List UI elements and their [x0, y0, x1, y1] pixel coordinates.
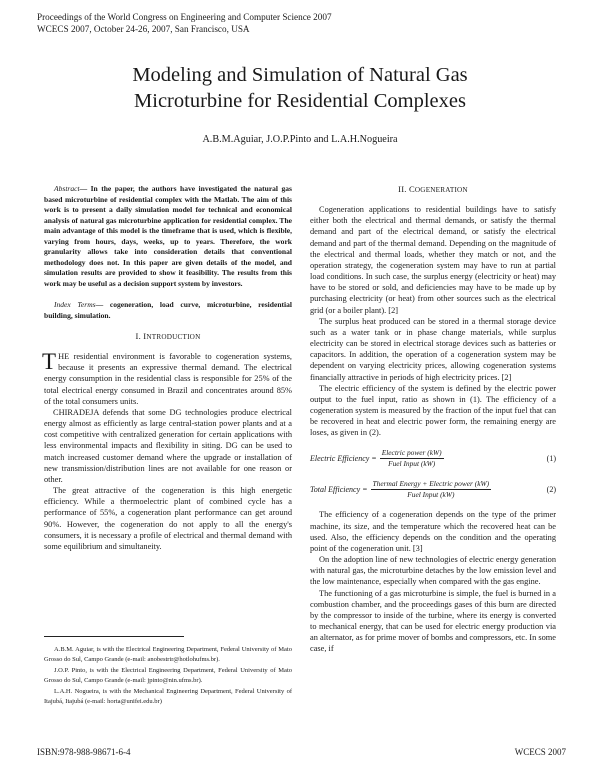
title-line-2: Microturbine for Residential Complexes	[134, 90, 466, 112]
footnote-divider	[44, 636, 184, 637]
left-column	[44, 184, 292, 552]
title-line-1: Modeling and Simulation of Natural Gas	[132, 64, 468, 86]
equation-2-denominator: Fuel Input (kW)	[407, 489, 455, 499]
header-line-2: WCECS 2007, October 24-26, 2007, San Francisco, USA	[37, 24, 250, 35]
equation-2-fraction	[371, 479, 492, 500]
section-heading-introduction: I. INTRODUCTION	[135, 331, 201, 341]
equation-2	[310, 478, 556, 500]
cogen-paragraph-2: The surplus heat produced can be stored in a thermal storage device such as a water tank or in phase change materials, while surplus electricity can be stored in electrical storage devices such as batteries or capacitors. In addition, the operation of a cogeneration system may be dependent on varying electricity prices, allowing cogeneration systems financially attractive in periods of high electricity prices. [2]	[310, 316, 556, 382]
equation-2-lhs: Total Efficiency =	[310, 484, 368, 494]
paper-title	[0, 62, 600, 114]
abstract-label: Abstract	[54, 184, 80, 193]
equation-2-numerator: Thermal Energy + Electric power (kW)	[372, 478, 490, 488]
intro-paragraph-2: CHIRADEJA defends that some DG technologies produce electrical energy almost as efficiently as large central-station power plants and at a cost competitive with centralized generation for certain applications with less environmental impacts and flexibility in siting. DG can be used to match increased customer demand where the upgrade or installation of new transmission/distribution lines are not available for one reason or other.	[44, 407, 292, 484]
proceedings-header	[37, 11, 332, 35]
intro-paragraph-1: THE residential environment is favorable to cogeneration systems, because it presents an expressive thermal demand. The electrical energy consumption in the residential class is responsible for 25% of the total electrical energy consumed in Brazil and concentrates around 85% of the total consumers units.	[42, 349, 292, 406]
footer-isbn: ISBN:978-988-98671-6-4	[37, 747, 131, 757]
equation-1-fraction	[380, 448, 444, 469]
cogen-paragraph-6: The functioning of a gas microturbine is simple, the fuel is burned in a combustion chamber, and the proceedings gases of this burn are directed by the compressor to inside of the turbine, where its energy is converted to mechanical energy, that can be used for electric energy production via an alternator, as for prime mover of bombs and compressors, etc. In some case, if	[310, 588, 556, 654]
section-heading-cogeneration: II. COGENERATION	[398, 184, 468, 194]
equation-1-numerator: Electric power (kW)	[381, 447, 442, 457]
footer-conference: WCECS 2007	[514, 747, 566, 757]
equation-1-number: (1)	[546, 453, 556, 463]
equation-1-lhs: Electric Efficiency =	[310, 453, 377, 463]
footnotes	[44, 645, 292, 708]
equation-2-number: (2)	[546, 484, 556, 494]
abstract	[44, 184, 292, 289]
index-terms-label: Index Terms	[54, 300, 96, 309]
abstract-text: — In the paper, the authors have investigated the natural gas based microturbine of residential complex with the Matlab. The aim of this work is to present a daily simulation model for technical and economical analysis of natural gas microturbine application for residential complex. The main advantage of this model is the timeframe that is used, which is flexible, varying from hours, days, weeks, up to years. Therefore, the work granularity allows take into consideration details that conventional methodology does not. In this paper are given details of the model, and simulation results are provided to show it feasibility. The results from this work may be useful as a decision support system by investors.	[44, 184, 292, 288]
footnote-3: L.A.H. Nogueira, is with the Mechanical Engineering Department, Federal University of Itajubá, Itajubá (e-mail: horta@unifei.edu.br)	[44, 688, 292, 705]
cogen-paragraph-1: Cogeneration applications to residential buildings have to satisfy either both the electrical and thermal demands, or satisfy the thermal demand and part of the electrical demand, or satisfy the electrical demand and part of the thermal demand. Depending on the magnitude of the electrical and thermal loads, whether they match or not, and the operation strategy, the cogeneration system may have to run at partial load conditions. In such case, the surplus energy (electricity or heat) may have to be stored or sold, and deficiencies may have to be made up by purchasing electricity (or heat) from other sources such as the electrical grid (or a boiler plant). [2]	[310, 205, 556, 315]
index-terms	[44, 300, 292, 321]
cogen-paragraph-3: The electric efficiency of the system is defined by the electric power output to the fuel input, ratio as shown in (1). The efficiency of a cogeneration system is measured by the fraction of the input fuel that can be recovered in heat and electric power form, the remaining energy are loses, as given in (2).	[310, 383, 556, 438]
right-column	[310, 184, 556, 654]
footnote-2: J.O.P. Pinto, is with the Electrical Engineering Department, Federal University of Mato Grosso do Sul, Campo Grande (e-mail: jpinto@nin.ufms.br).	[44, 667, 292, 684]
cogen-paragraph-5: On the adoption line of new technologies of electric energy generation with natural gas, the microturbine detaches by the low emission level and the low maintenance, especially when compared with the gas engine.	[310, 555, 556, 587]
footnote-1: A.B.M. Aguiar, is with the Electrical Engineering Department, Federal University of Mato Grosso do Sul, Campo Grande (e-mail: anobestrir@hotlohufms.br).	[44, 646, 292, 663]
index-terms-text: — cogeneration, load curve, microturbine, residential building, simulation.	[44, 300, 292, 320]
equation-1-denominator: Fuel Input (kW)	[388, 458, 436, 468]
author-list: A.B.M.Aguiar, J.O.P.Pinto and L.A.H.Nogueira	[202, 134, 398, 145]
drop-cap: T	[42, 349, 57, 375]
equation-1	[310, 447, 556, 469]
intro-paragraph-3: The great attractive of the cogeneration is this high energetic efficiency. While a thermoelectric plant of combined cycle has a performance of 55%, a cogeneration plant performance can get around 90%. However, the cogeneration do not apply to all the energy's consumers, it is necessary a profile of electrical and thermal demand with some equilibrium and simultaneity.	[44, 486, 292, 551]
header-line-1: Proceedings of the World Congress on Engineering and Computer Science 2007	[37, 12, 332, 22]
cogen-paragraph-4: The efficiency of a cogeneration depends on the type of the primer machine, its size, and the temperature which the recovered heat can be used. Also, the efficiency depends on the condition and the operating point of the cogeneration unit. [3]	[310, 510, 556, 553]
